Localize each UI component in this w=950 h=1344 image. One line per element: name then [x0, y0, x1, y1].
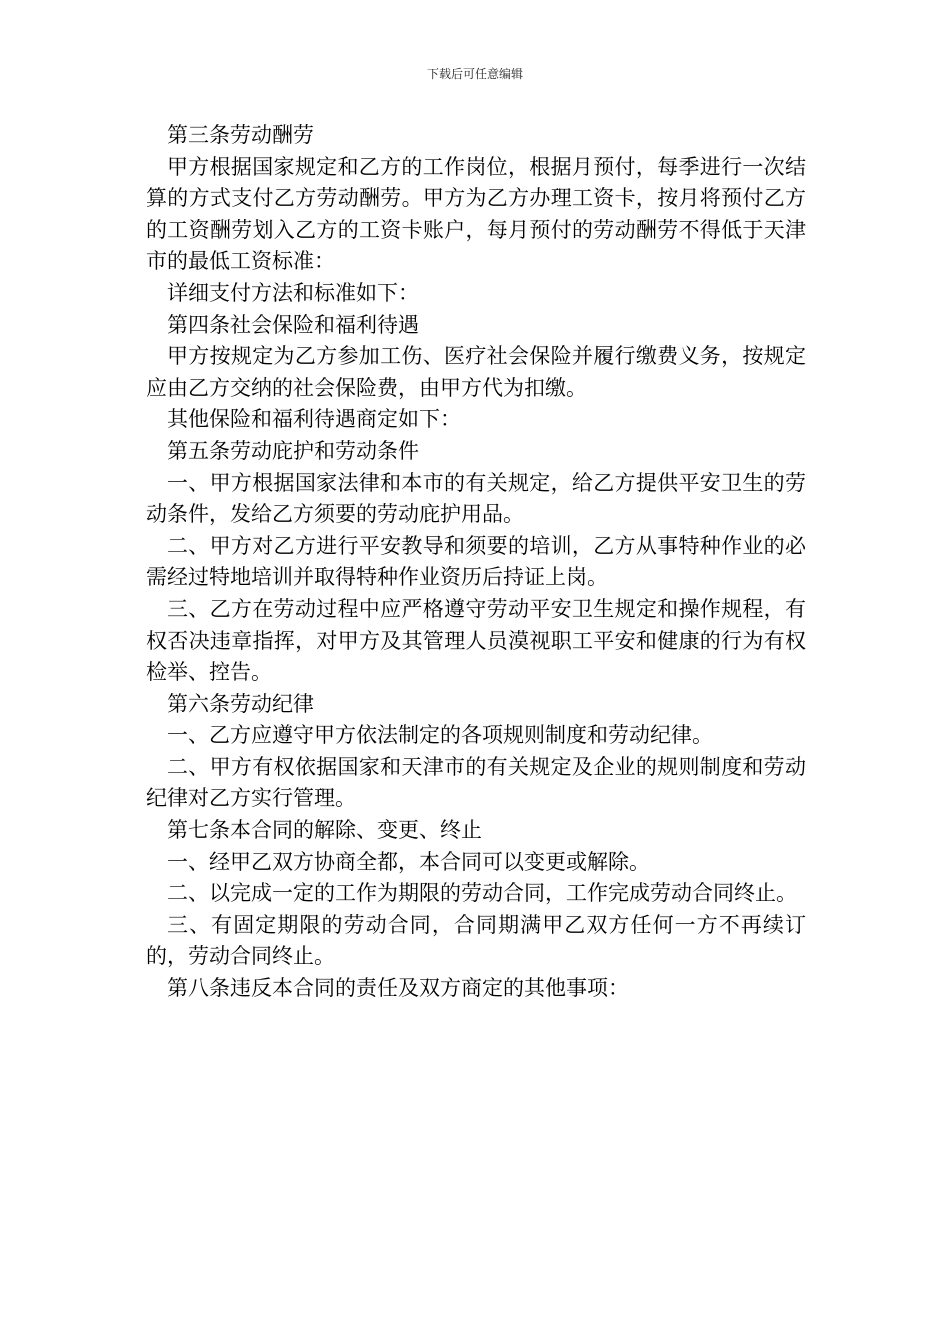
- article-5-item-2: 二、甲方对乙方进行平安教导和须要的培训，乙方从事特种作业的必需经过特地培训并取得特种作业资历后持证上岗。: [146, 533, 806, 590]
- article-6-title: 第六条劳动纪律: [167, 691, 314, 716]
- article-3-title: 第三条劳动酬劳: [167, 123, 314, 147]
- article-6-item-1: 一、乙方应遵守甲方依法制定的各项规则制度和劳动纪律。: [167, 723, 713, 748]
- other-insurance-line: 其他保险和福利待遇商定如下：: [167, 407, 461, 432]
- article-7-item-1: 一、经甲乙双方协商全都，本合同可以变更或解除。: [167, 849, 650, 874]
- article-7-item-2: 二、以完成一定的工作为期限的劳动合同，工作完成劳动合同终止。: [167, 881, 797, 906]
- article-7-item-3: 三、有固定期限的劳动合同，合同期满甲乙双方任何一方不再续订的，劳动合同终止。: [146, 912, 806, 969]
- article-6-item-2: 二、甲方有权依据国家和天津市的有关规定及企业的规则制度和劳动纪律对乙方实行管理。: [146, 754, 806, 811]
- article-5-item-3: 三、乙方在劳动过程中应严格遵守劳动平安卫生规定和操作规程，有权否决违章指挥，对甲方及其管理人员漠视职工平安和健康的行为有权检举、控告。: [146, 596, 806, 685]
- article-7-title: 第七条本合同的解除、变更、终止: [167, 818, 482, 843]
- payment-method-line: 详细支付方法和标准如下：: [167, 280, 419, 305]
- article-8-title: 第八条违反本合同的责任及双方商定的其他事项：: [167, 976, 629, 1001]
- document-body: [146, 120, 806, 1005]
- article-4-text: 甲方按规定为乙方参加工伤、医疗社会保险并履行缴费义务，按规定应由乙方交纳的社会保险费，由甲方代为扣缴。: [146, 344, 806, 400]
- article-3-text: 甲方根据国家规定和乙方的工作岗位，根据月预付，每季进行一次结算的方式支付乙方劳动酬劳。甲方为乙方办理工资卡，按月将预付乙方的工资酬劳划入乙方的工资卡账户，每月预付的劳动酬劳不得低于天津市的最低工资标准：: [146, 154, 806, 274]
- article-4-title: 第四条社会保险和福利待遇: [167, 312, 419, 337]
- page-header: 下载后可任意编辑: [426, 67, 523, 81]
- article-5-item-1: 一、甲方根据国家法律和本市的有关规定，给乙方提供平安卫生的劳动条件，发给乙方须要的劳动庇护用品。: [146, 470, 806, 527]
- article-5-title: 第五条劳动庇护和劳动条件: [167, 438, 419, 463]
